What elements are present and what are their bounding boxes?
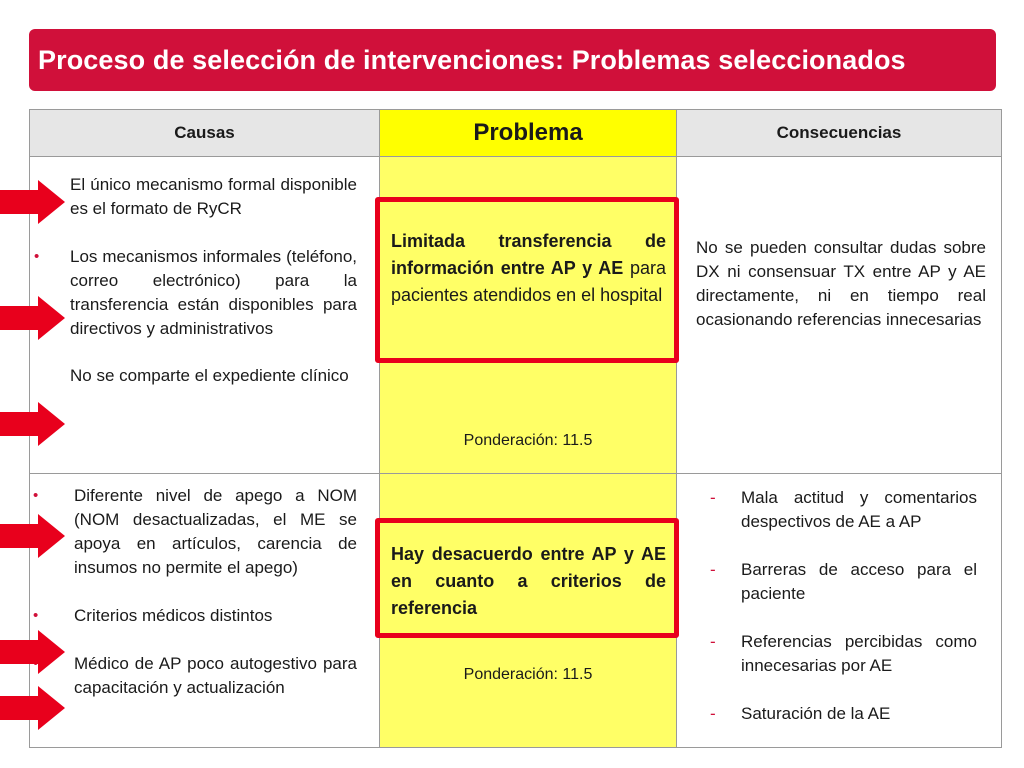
problem-selection-table (29, 109, 1002, 748)
right-arrow-icon (0, 686, 65, 730)
header-consequences: Consecuencias (677, 110, 1002, 157)
cause-item: Médico de AP poco autogestivo para capacitación y actualización (74, 652, 357, 700)
consequence-item: - Mala actitud y comentarios despectivos de AE a AP (710, 488, 977, 531)
dash-icon: - (710, 560, 716, 579)
problem-highlight-box (375, 518, 679, 638)
bullet-dot-icon: • (34, 248, 40, 265)
right-arrow-icon (0, 180, 65, 224)
consequence-item: - Saturación de la AE (707, 702, 977, 726)
consequence-item: - Referencias percibidas como innecesarias por AE (710, 632, 977, 675)
problem-weight: Ponderación: 11.5 (463, 432, 593, 449)
header-problem: Problema (380, 110, 677, 157)
slide-title-bar (29, 29, 996, 91)
dash-icon: - (710, 704, 716, 723)
problem-statement: Limitada transferencia de información entre AP y AE para pacientes atendidos en el hospital (391, 231, 666, 305)
consequence-item: - Barreras de acceso para el paciente (710, 560, 977, 603)
right-arrow-icon (0, 630, 65, 674)
problem-cell (380, 157, 677, 474)
bullet-dot-icon: • (33, 607, 39, 624)
cause-item: • Criterios médicos distintos (74, 604, 357, 628)
right-arrow-icon (0, 514, 65, 558)
header-row (30, 110, 1002, 157)
cause-item: No se comparte el expediente clínico (70, 366, 349, 385)
right-arrow-icon (0, 402, 65, 446)
dash-icon: - (710, 488, 716, 507)
causes-cell (30, 157, 380, 474)
slide-title: Proceso de selección de intervenciones: Problemas seleccionados (38, 44, 906, 75)
right-arrow-icon (0, 296, 65, 340)
causes-cell (30, 474, 380, 748)
table-row (30, 157, 1002, 474)
table-row (30, 474, 1002, 748)
header-causes: Causas (30, 110, 380, 157)
dash-icon: - (710, 632, 716, 651)
cause-item: El único mecanismo formal disponible es el formato de RyCR (70, 175, 357, 218)
bullet-dot-icon: • (33, 487, 39, 504)
consequences-cell (677, 157, 1002, 474)
problem-highlight-box (375, 197, 679, 363)
problem-weight: Ponderación: 11.5 (463, 666, 593, 683)
problem-statement: Hay desacuerdo entre AP y AE en cuanto a criterios de referencia (391, 544, 666, 618)
consequences-cell (677, 474, 1002, 748)
problem-cell (380, 474, 677, 748)
cause-item: • Los mecanismos informales (teléfono, correo electrónico) para la transferencia están disponibles para directivos y administrativos (34, 247, 357, 338)
cause-item: • Diferente nivel de apego a NOM (NOM desactualizadas, el ME se apoya en artículos, carencia de insumos no permite el apego) (33, 486, 357, 577)
consequence-text: No se pueden consultar dudas sobre DX ni consensuar TX entre AP y AE directamente, ni en tiempo real ocasionando referencias innecesarias (696, 238, 986, 329)
